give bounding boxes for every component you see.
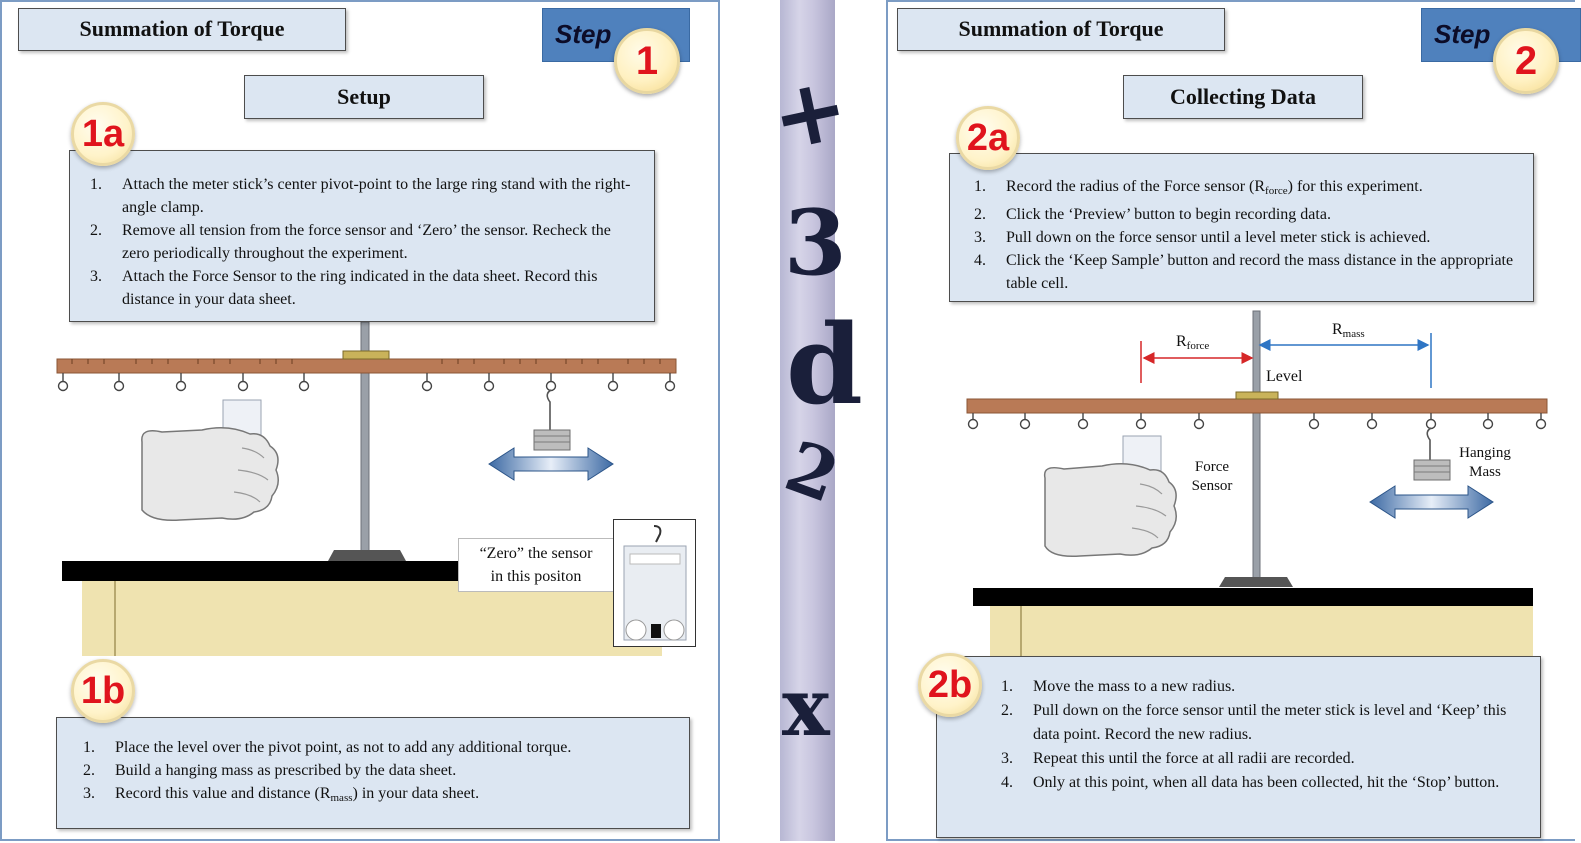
binding-gutter: + 3 d 2 x	[780, 0, 835, 841]
bubble-level	[343, 351, 389, 359]
step-number-badge: 1	[614, 28, 680, 94]
list-item: 3. Attach the Force Sensor to the ring indicated in the data sheet. Record this distance in your data sheet.	[90, 268, 598, 308]
left-page	[0, 0, 720, 841]
instructions-1b	[56, 717, 690, 829]
page-title: Summation of Torque	[18, 8, 346, 51]
hanging-mass-label: Hanging Mass	[1459, 445, 1511, 480]
list-item: 1. Move the mass to a new radius.	[1001, 678, 1236, 695]
meter-stick	[967, 399, 1547, 413]
step-badge-2b: 2b	[918, 653, 982, 717]
hanging-mass	[1414, 460, 1450, 480]
right-page	[886, 0, 1575, 841]
zero-sensor-callout: “Zero” the sensor in this positon	[458, 538, 614, 592]
instructions-2a	[949, 153, 1534, 302]
step-badge-2a: 2a	[956, 106, 1020, 170]
move-arrow	[1370, 486, 1493, 518]
instructions-2b	[936, 656, 1541, 838]
list-item: 1. Place the level over the pivot point, as not to add any additional torque.	[83, 739, 572, 756]
step-number-badge: 2	[1493, 28, 1559, 94]
step-badge-1b: 1b	[71, 659, 135, 723]
list-item: 3. Pull down on the force sensor until a level meter stick is achieved.	[974, 229, 1431, 246]
list-item: 1. Attach the meter stick’s center pivot-point to the large ring stand with the right-angle clamp.	[90, 176, 631, 216]
bubble-level	[1236, 392, 1278, 399]
section-title: Collecting Data	[1123, 75, 1363, 119]
ring-stand-base	[1219, 577, 1293, 587]
list-item: 2. Click the ‘Preview’ button to begin recording data.	[974, 206, 1331, 223]
list-item: 4. Only at this point, when all data has been collected, hit the ‘Stop’ button.	[1001, 774, 1500, 791]
mass-hook	[1427, 428, 1431, 460]
section-title: Setup	[244, 75, 484, 119]
step-label: Step	[1434, 19, 1491, 49]
table-body	[990, 606, 1533, 656]
force-sensor-photo	[613, 519, 696, 647]
force-sensor-label: Force Sensor	[1191, 459, 1233, 494]
move-arrow	[489, 448, 613, 480]
table-body	[82, 581, 662, 656]
hanging-mass	[534, 430, 570, 450]
list-item: 3. Record this value and distance $(R_{mass})$ in your data sheet.	[83, 785, 480, 804]
ring-stand-pole	[1253, 311, 1260, 581]
meter-stick	[57, 359, 676, 373]
list-item: 2. Build a hanging mass as prescribed by the data sheet.	[83, 762, 457, 779]
list-item: 1. Record the radius of the Force sensor $(R_{force})$ for this experiment.	[974, 178, 1423, 197]
list-item: 2. Pull down on the force sensor until the meter stick is level and ‘Keep’ this data point. Record the new radius.	[1001, 702, 1507, 743]
instructions-1a	[69, 150, 655, 322]
r-mass-label: $R_{mass}$	[1332, 321, 1365, 340]
mass-hook	[547, 390, 551, 430]
list-item: 2. Remove all tension from the force sensor and ‘Zero’ the sensor. Recheck the zero periodically throughout the experiment.	[90, 222, 611, 262]
list-item: 4. Click the ‘Keep Sample’ button and record the mass distance in the appropriate table cell.	[974, 252, 1514, 292]
step-badge-1a: 1a	[71, 102, 135, 166]
table-top	[973, 588, 1533, 606]
level-label: Level	[1266, 368, 1303, 385]
step-label: Step	[555, 19, 612, 49]
page-title: Summation of Torque	[897, 8, 1225, 51]
list-item: 3. Repeat this until the force at all radii are recorded.	[1001, 750, 1355, 767]
ring-stand-base	[328, 550, 406, 561]
r-force-label: $R_{force}$	[1176, 333, 1210, 352]
